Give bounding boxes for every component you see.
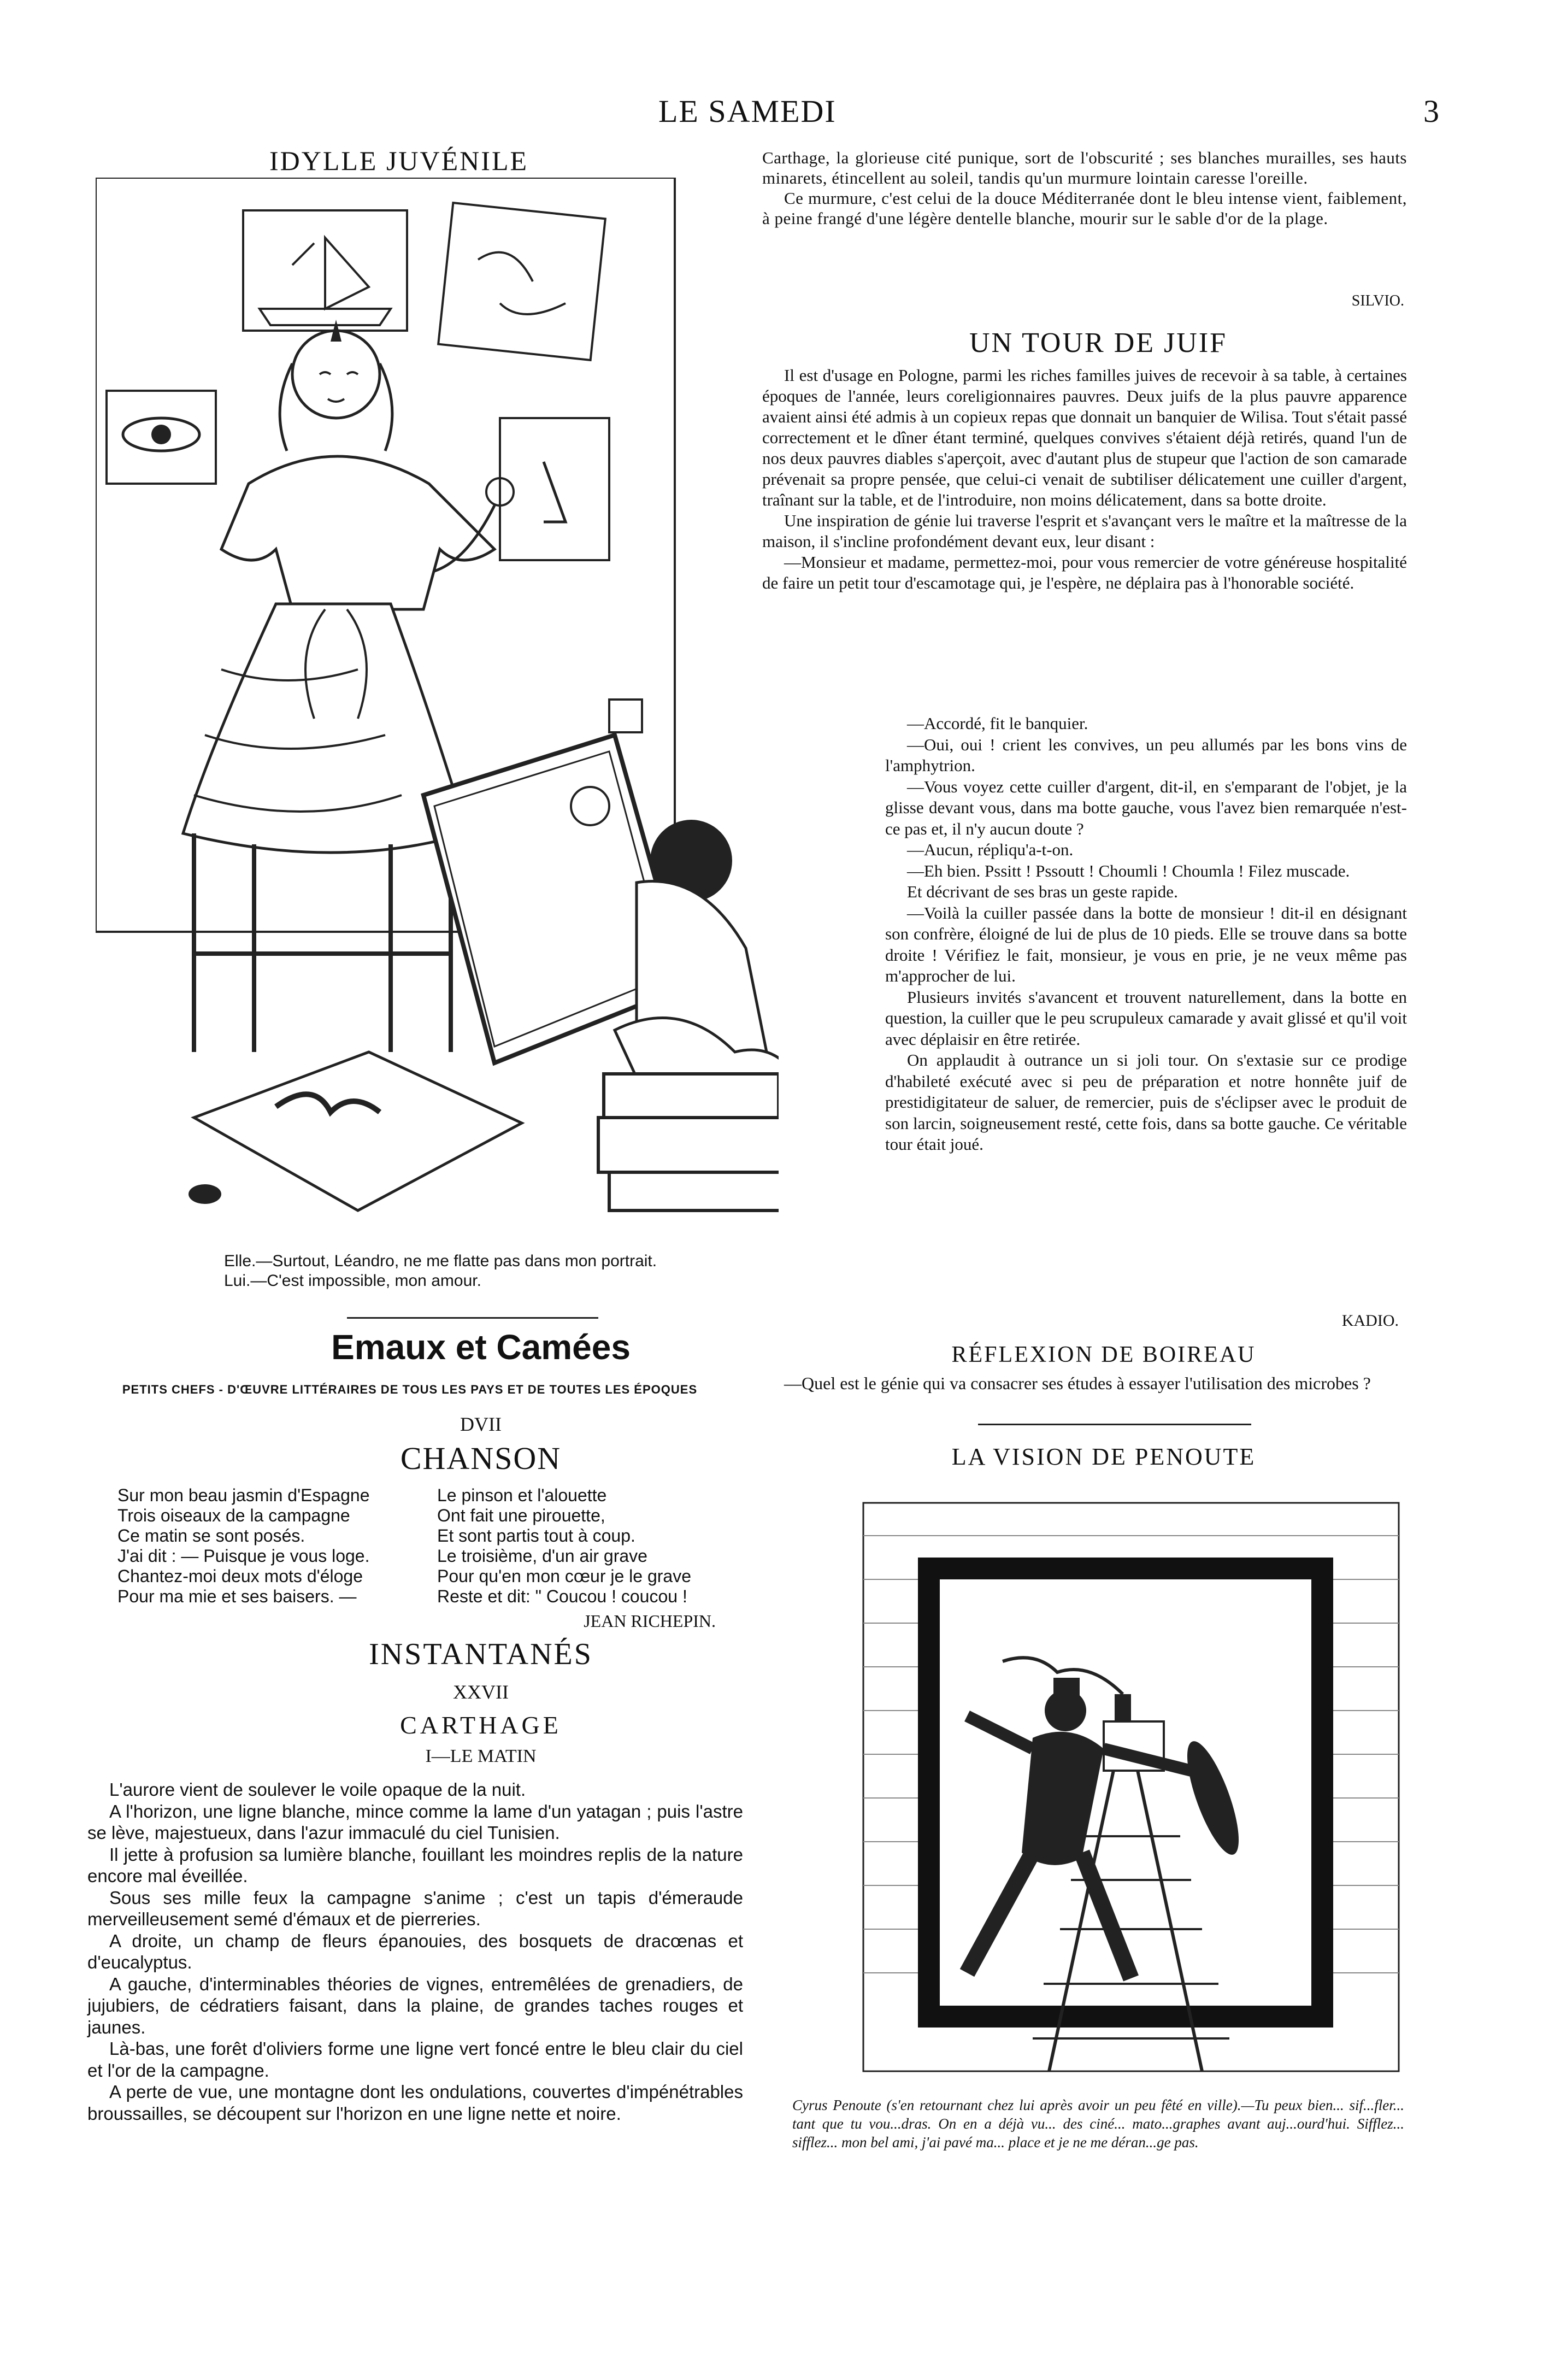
poem-line: Ont fait une pirouette,	[437, 1506, 605, 1525]
penoute-title: LA VISION DE PENOUTE	[951, 1443, 1256, 1470]
paragraph: —Eh bien. Pssitt ! Pssoutt ! Choumli ! Choumla ! Filez muscade.	[907, 861, 1350, 880]
paragraph: A l'horizon, une ligne blanche, mince comme la lame d'un yatagan ; puis l'astre se lève, majestueux, dans l'azur immaculé du ciel Tunisien.	[87, 1801, 743, 1843]
paragraph: —Quel est le génie qui va consacrer ses études à essayer l'utilisation des microbes ?	[784, 1373, 1371, 1393]
paragraph: A droite, un champ de fleurs épanouies, des bosquets de dracœnas et d'eucalyptus.	[87, 1930, 743, 1972]
boireau-title: RÉFLEXION DE BOIREAU	[951, 1342, 1256, 1367]
paragraph: A gauche, d'interminables théories de vignes, entremêlées de grenadiers, de jujubiers, de cédratiers faisant, dans la plaine, de grandes taches rouges et jaunes.	[87, 1973, 743, 2037]
idylle-caption-lui: Lui.—C'est impossible, mon amour.	[224, 1272, 481, 1290]
paragraph: —Oui, oui ! crient les convives, un peu allumés par les bons vins de l'amphytrion.	[885, 734, 1407, 775]
poem-line: Le pinson et l'alouette	[437, 1485, 607, 1505]
paragraph: —Vous voyez cette cuiller d'argent, dit-il, en s'emparant de l'objet, je la glisse devant vous, dans ma botte gauche, vous l'avez bien remarquée n'est-ce pas et, il n'y aucun doute ?	[885, 777, 1407, 838]
instantanes-text	[87, 1779, 743, 2124]
instantanes-number: XXVII	[453, 1681, 509, 1703]
paragraph: Plusieurs invités s'avancent et trouvent naturellement, dans la botte en question, la cuiller que le peu scrupuleux camarade y avait glissé et qu'il voit avec déplaisir en être retirée.	[885, 987, 1407, 1049]
paragraph: L'aurore vient de soulever le voile opaque de la nuit.	[109, 1779, 526, 1800]
paragraph: —Accordé, fit le banquier.	[907, 714, 1088, 733]
paragraph: On applaudit à outrance un si joli tour. On s'extasie sur ce prodige d'habileté exécuté avec si peu de préparation et notre honnête juif de prestidigitateur de saluer, de remercier, puis de s'éclipser avec le produit de son larcin, soigneusement resté, cette fois, dans sa botte gauche. Ce véritable tour était joué.	[885, 1050, 1407, 1154]
paragraph: Une inspiration de génie lui traverse l'esprit et s'avançant vers le maître et la maîtresse de la maison, il s'incline profondément devant eux, leur disant :	[762, 511, 1407, 551]
emaux-subtitle: PETITS CHEFS - D'ŒUVRE LITTÉRAIRES DE TOUS LES PAYS ET DE TOUTES LES ÉPOQUES	[122, 1383, 698, 1396]
juif-dialogue	[885, 713, 1407, 1155]
emaux-title: Emaux et Camées	[331, 1327, 631, 1367]
carthage-signature: SILVIO.	[1351, 292, 1404, 309]
paragraph: Sous ses mille feux la campagne s'anime ; c'est un tapis d'émeraude merveilleusement semé d'émaux et de pierreries.	[87, 1887, 743, 1929]
poem-stanza-left	[117, 1485, 434, 1607]
paragraph: Carthage, la glorieuse cité punique, sort de l'obscurité ; ses blanches murailles, ses hauts minarets, étincellent au soleil, tandis qu'un murmure lointain caresse l'oreille.	[762, 148, 1407, 187]
penoute-drawing	[852, 1492, 1410, 2082]
idylle-illustration	[96, 178, 779, 1216]
paragraph: A perte de vue, une montagne dont les ondulations, couvertes d'impénétrables broussailles, se découpent sur l'horizon en une ligne nette et noire.	[87, 2082, 743, 2124]
page-header-title: LE SAMEDI	[658, 93, 837, 129]
instantanes-place: CARTHAGE	[400, 1711, 562, 1739]
carthage-continuation	[762, 148, 1407, 228]
penoute-illustration	[852, 1492, 1410, 2082]
separator-rule	[978, 1424, 1251, 1425]
instantanes-section: I—LE MATIN	[425, 1746, 537, 1766]
paragraph: Ce murmure, c'est celui de la douce Méditerranée dont le bleu intense vient, faiblement, à peine frangé d'une légère dentelle blanche, mourir sur le sable d'or de la plage.	[762, 189, 1407, 228]
paragraph: —Monsieur et madame, permettez-moi, pour vous remercier de votre généreuse hospitalité de faire un petit tour d'escamotage qui, je l'espère, ne déplaira pas à l'honorable société.	[762, 553, 1407, 592]
poem-line: Trois oiseaux de la campagne	[117, 1506, 350, 1525]
poem-line: Pour ma mie et ses baisers. —	[117, 1586, 357, 1606]
page-number: 3	[1423, 93, 1440, 129]
poem-line: Reste et dit: " Coucou ! coucou !	[437, 1586, 687, 1606]
idylle-caption-elle: Elle.—Surtout, Léandro, ne me flatte pas dans mon portrait.	[224, 1252, 657, 1270]
idylle-title: IDYLLE JUVÉNILE	[269, 145, 529, 176]
paragraph: Et décrivant de ses bras un geste rapide.	[907, 882, 1178, 901]
paragraph: Il est d'usage en Pologne, parmi les riches familles juives de recevoir à sa table, à certaines époques de l'année, leurs coreligionnaires pauvres. Deux juifs de la plus pauvre apparence avaient ainsi été admis à un copieux repas que donnait un banquier de Wilisa. Tout s'était passé correctement et le dîner étant terminé, quelques convives s'étaient déjà retirés, quand l'un de nos deux pauvres diables s'aperçoit, avec d'autant plus de stupeur que l'action de son camarade prévenait sa propre pensée, que celui-ci venait de subtiliser délicatement une cuiller d'argent, traînant sur la table, et de l'introduire, non moins délicatement, dans sa botte droite.	[762, 366, 1407, 509]
poem-line: Le troisième, d'un air grave	[437, 1546, 647, 1566]
poem-title: CHANSON	[400, 1441, 562, 1476]
instantanes-title: INSTANTANÉS	[369, 1637, 593, 1671]
poem-line: Chantez-moi deux mots d'éloge	[117, 1566, 363, 1586]
juif-title: UN TOUR DE JUIF	[969, 327, 1228, 359]
emaux-number: DVII	[460, 1413, 502, 1435]
poem-line: Et sont partis tout à coup.	[437, 1526, 635, 1545]
penoute-caption: Cyrus Penoute (s'en retournant chez lui après avoir un peu fêté en ville).—Tu peux bien... sif...fler... tant que tu vou...dras. On en a déjà vu... des ciné... mato...graphes avant auj...ourd'hui. Sifflez... sifflez... mon bel ami, j'ai pavé ma... place et je ne me déran...ge pas.	[792, 2097, 1404, 2150]
poem-line: J'ai dit : — Puisque je vous loge.	[117, 1546, 370, 1566]
paragraph: —Voilà la cuiller passée dans la botte de monsieur ! dit-il en désignant son confrère, éloigné de lui de plus de 10 pieds. Elle se trouve dans sa botte droite ! Vérifiez le fait, monsieur, je vous en prie, je ne veux même pas m'approcher de lui.	[885, 903, 1407, 985]
poem-line: Pour qu'en mon cœur je le grave	[437, 1566, 691, 1586]
paragraph: Là-bas, une forêt d'oliviers forme une ligne vert foncé entre le bleu clair du ciel et l'or de la campagne.	[87, 2038, 743, 2081]
juif-intro	[762, 365, 1407, 593]
separator-rule	[347, 1317, 598, 1319]
idylle-drawing	[96, 178, 779, 1216]
poem-stanza-right	[437, 1485, 743, 1607]
boireau-text	[762, 1373, 1407, 1394]
poem-line: Ce matin se sont posés.	[117, 1526, 305, 1545]
paragraph: —Aucun, répliqu'a-t-on.	[907, 840, 1074, 859]
paragraph: Il jette à profusion sa lumière blanche, fouillant les moindres replis de la nature encore mal éveillée.	[87, 1844, 743, 1886]
poem-author: JEAN RICHEPIN.	[584, 1611, 716, 1631]
juif-signature: KADIO.	[1341, 1312, 1399, 1330]
poem-line: Sur mon beau jasmin d'Espagne	[117, 1485, 370, 1505]
